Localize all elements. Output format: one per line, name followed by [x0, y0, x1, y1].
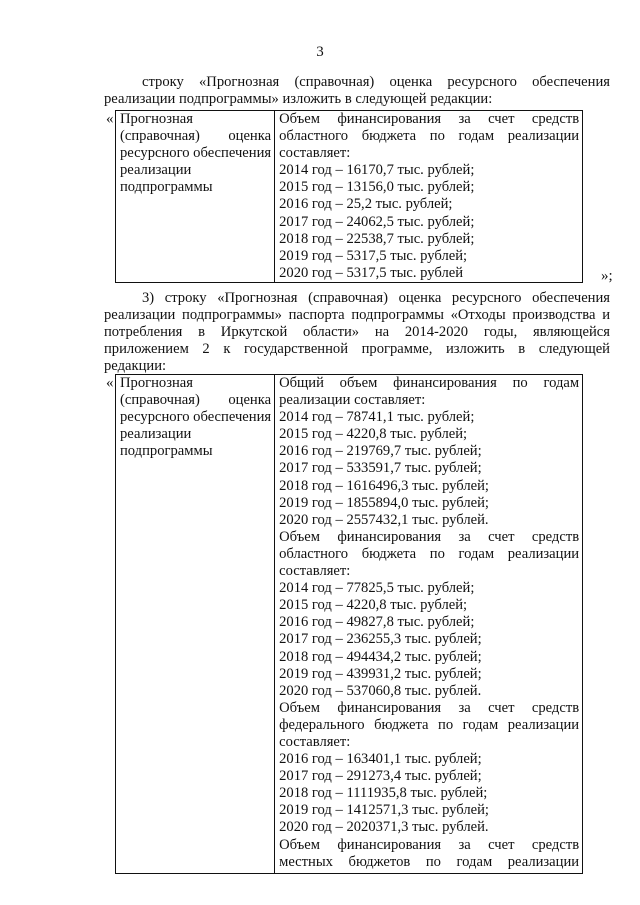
table2-right-line: 2018 год – 1111935,8 тыс. рублей; [279, 785, 488, 802]
table2-right-line: 2015 год – 4220,8 тыс. рублей; [279, 597, 468, 614]
table2-right-line: 2016 год – 219769,7 тыс. рублей; [279, 443, 482, 460]
table1-left-line: подпрограммы [120, 179, 213, 196]
table1-right-cell [275, 111, 583, 283]
closing-quote: »; [601, 268, 613, 284]
table2-right-line: 2019 год – 1412571,3 тыс. рублей; [279, 802, 489, 819]
table2-right-cell [275, 375, 583, 874]
table1-left-line: (справочная) оценка [120, 128, 272, 145]
page-number: 3 [316, 44, 324, 60]
table1-right-line: 2019 год – 5317,5 тыс. рублей; [279, 247, 468, 264]
table1-right-line: 2015 год – 13156,0 тыс. рублей; [279, 179, 475, 196]
item3-line: потребления в Иркутской области» на 2014-2020 годы, являющейся [104, 324, 610, 340]
table2-left-line: Прогнозная [120, 375, 193, 391]
table1-left-line: Прогнозная [120, 111, 193, 127]
table2-left-line: реализации [120, 426, 192, 443]
table2-right-line: 2020 год – 537060,8 тыс. рублей. [279, 682, 482, 699]
table1-left-cell [116, 111, 275, 283]
table2-right-line: 2020 год – 2557432,1 тыс. рублей. [279, 511, 489, 528]
table2-right-line: 2016 год – 49827,8 тыс. рублей; [279, 614, 475, 631]
table2-right-line: 2018 год – 494434,2 тыс. рублей; [279, 648, 482, 665]
resource-table-1 [115, 110, 583, 283]
table2-right-line: Объем финансирования за счет средств [279, 528, 580, 545]
table1-right-line: 2014 год – 16170,7 тыс. рублей; [279, 162, 475, 179]
table1-right-line: областного бюджета по годам реализации [279, 128, 580, 145]
table2-left-line: (справочная) оценка [120, 392, 272, 409]
table2-right-line: 2019 год – 1855894,0 тыс. рублей; [279, 494, 489, 511]
table2-right-line: составляет: [279, 733, 351, 750]
table2-right-line: 2017 год – 236255,3 тыс. рублей; [279, 631, 482, 648]
table2-right-line: 2014 год – 78741,1 тыс. рублей; [279, 409, 475, 426]
item3-line: редакции: [104, 358, 167, 374]
table2-right-line: 2017 год – 291273,4 тыс. рублей; [279, 768, 482, 785]
table2-right-line: 2018 год – 1616496,3 тыс. рублей; [279, 477, 489, 494]
table1-right-line: 2018 год – 22538,7 тыс. рублей; [279, 230, 475, 247]
table2-right-line: областного бюджета по годам реализации [279, 545, 580, 562]
opening-quote: « [106, 111, 114, 127]
item3-line: 3) строку «Прогнозная (справочная) оценка ресурсного обеспечения [142, 290, 610, 306]
table2-right-line: составляет: [279, 563, 351, 580]
table1-left-line: реализации [120, 162, 192, 179]
resource-table-2 [115, 374, 583, 874]
table2-right-line: 2017 год – 533591,7 тыс. рублей; [279, 460, 482, 477]
table2-right-line: 2016 год – 163401,1 тыс. рублей; [279, 751, 482, 768]
table2-right-line: 2014 год – 77825,5 тыс. рублей; [279, 580, 475, 597]
table1-left-line: ресурсного обеспечения [120, 145, 272, 162]
table2-right-line: Общий объем финансирования по годам [279, 375, 580, 391]
table1-right-line: 2020 год – 5317,5 тыс. рублей [279, 264, 464, 281]
table2-right-line: местных бюджетов по годам реализации [279, 853, 580, 870]
intro-line: реализации подпрограммы» изложить в следующей редакции: [104, 91, 493, 107]
table2-right-line: 2019 год – 439931,2 тыс. рублей; [279, 665, 482, 682]
item3-line: приложением 2 к государственной программе, изложить в следующей [104, 341, 610, 357]
table2-left-cell [116, 375, 275, 874]
table1-right-line: 2016 год – 25,2 тыс. рублей; [279, 196, 453, 213]
table2-right-line: федерального бюджета по годам реализации [279, 716, 580, 733]
table1-right-line: составляет: [279, 145, 351, 162]
table1-right-line: Объем финансирования за счет средств [279, 111, 580, 127]
item3-line: реализации подпрограммы» паспорта подпрограммы «Отходы производства и [104, 307, 610, 323]
intro-line: строку «Прогнозная (справочная) оценка ресурсного обеспечения [142, 74, 610, 90]
table2-right-line: Объем финансирования за счет средств [279, 699, 580, 716]
item3-paragraph [104, 290, 610, 375]
intro-paragraph [104, 74, 610, 108]
opening-quote: « [106, 375, 114, 391]
table2-right-line: реализации составляет: [279, 392, 426, 409]
table2-left-line: ресурсного обеспечения [120, 409, 272, 426]
table2-right-line: Объем финансирования за счет средств [279, 836, 580, 853]
table2-left-line: подпрограммы [120, 443, 213, 460]
table2-right-line: 2020 год – 2020371,3 тыс. рублей. [279, 819, 489, 836]
table2-right-line: 2015 год – 4220,8 тыс. рублей; [279, 426, 468, 443]
table1-right-line: 2017 год – 24062,5 тыс. рублей; [279, 213, 475, 230]
